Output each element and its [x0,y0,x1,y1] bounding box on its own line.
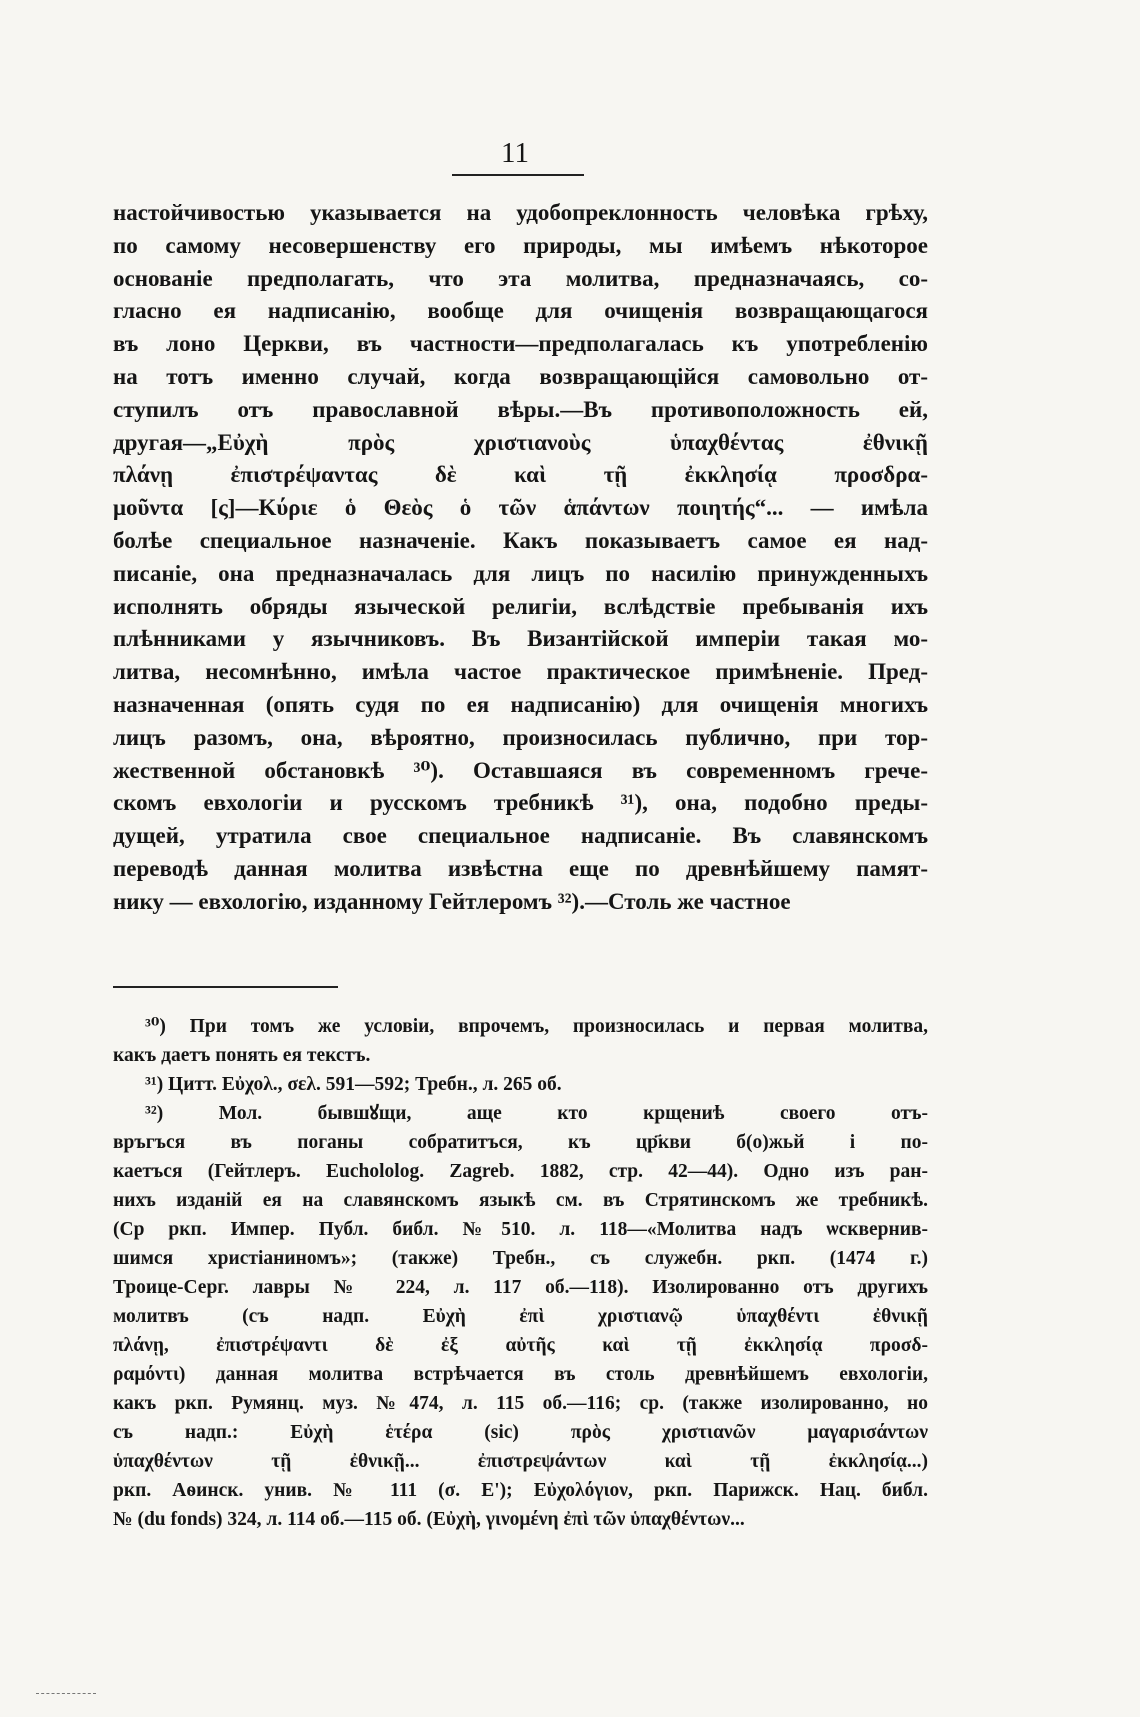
footnote-32-line: шимся христіаниномъ»; (также) Требн., съ служебн. ркп. (1474 г.) [113,1248,928,1269]
footnote-32-line: каетъся (Гейтлеръ. Euchololog. Zagreb. 1882, стр. 42—44). Одно изъ ран- [113,1161,928,1182]
footnote-32-line: Троице-Серг. лавры № 224, л. 117 об.—118). Изолированно отъ другихъ [113,1277,928,1298]
body-line: литва, несомнѣнно, имѣла частое практическое примѣненіе. Пред- [113,659,928,685]
page-number: 11 [501,137,529,169]
footnote-32-line: нихъ изданій ея на славянскомъ языкѣ см. въ Стрятинскомъ же требникѣ. [113,1190,928,1211]
footnotes [113,1012,928,1534]
footnote-30-line: какъ даетъ понять ея текстъ. [113,1045,371,1066]
footnote-31-line: ³¹) Цитт. Εὐχολ., σελ. 591—592; Требн., л. 265 об. [145,1074,562,1095]
body-line: плѣнниками у язычниковъ. Въ Византійской имперіи такая мо- [113,626,928,652]
footnote-32-line: съ надп.: Εὐχὴ ἑτέρα (sic) πρὸς χριστιανῶν μαγαρισάντων [113,1422,928,1443]
body-line: исполнять обряды языческой религіи, вслѣдствіе пребыванія ихъ [113,593,928,619]
body-line: μοῦντα [ς]—Κύριε ὁ Θεὸς ὁ τῶν ἁπάντων ποιητής“... — имѣла [113,495,928,521]
body-line: переводѣ данная молитва извѣстна еще по древнѣйшему памят- [113,855,928,881]
footnote-32-line: ὑπαχθέντων τῇ ἐθνικῇ... ἐπιστρεψάντων καὶ τῇ ἐκκλησίᾳ...) [113,1451,928,1472]
body-line: ступилъ отъ православной вѣры.—Въ противоположность ей, [113,396,928,422]
body-line: дущей, утратила свое специальное надписаніе. Въ славянскомъ [113,823,928,849]
body-text [113,197,928,919]
footnote-32-line: молитвъ (съ надп. Εὐχὴ ἐπὶ χριστιανῷ ὑπαχθέντι ἐθνικῇ [113,1306,928,1327]
body-line: основаніе предполагать, что эта молитва, предназначаясь, со- [113,265,928,291]
body-line: скомъ евхологіи и русскомъ требникѣ ³¹), она, подобно преды- [113,790,928,816]
page-number-rule [452,174,584,176]
footnote-32-line: ³²) Мол. бывшꙋщи, аще кто крщениѣ своего отъ- [145,1103,928,1124]
body-line: πλάνῃ ἐπιστρέψαντας δὲ καὶ τῇ ἐκκλησίᾳ προσδρα- [113,462,928,488]
body-line: нику — евхологію, изданному Гейтлеромъ ³²).—Столь же частное [113,888,791,914]
footnote-30-line: ³⁰) При томъ же условіи, впрочемъ, произносилась и первая молитва, [145,1016,928,1037]
footnote-32-line: връгъся въ поганы собратитъся, къ цр҃кви б(о)жьй і по- [113,1132,928,1153]
body-line: болѣе специальное назначеніе. Какъ показываетъ самое ея над- [113,527,928,553]
body-line: въ лоно Церкви, въ частности—предполагалась къ употребленію [113,331,928,357]
body-line: назначенная (опять судя по ея надписанію) для очищенія многихъ [113,691,928,717]
body-line: другая—„Εὐχὴ πρὸς χριστιανοὺς ὑπαχθέντας ἐθνικῇ [113,429,928,455]
body-line: жественной обстановкѣ ³⁰). Оставшаяся въ современномъ грече- [113,757,928,783]
footnote-32-line: ραμόντι) данная молитва встрѣчается въ столь древнѣйшемъ евхологіи, [113,1364,928,1385]
body-line: на тотъ именно случай, когда возвращающійся самовольно от- [113,363,928,389]
footnote-32-line: какъ ркп. Румянц. муз. №474, л. 115 об.—116; ср. (также изолированно, но [113,1393,928,1414]
body-line: настойчивостью указывается на удобопреклонность человѣка грѣху, [113,200,928,225]
body-line: гласно ея надписанію, вообще для очищенія возвращающагося [113,298,928,324]
footnote-32-line: πλάνῃ, ἐπιστρέψαντι δὲ ἐξ αὐτῆς καὶ τῇ ἐκκλησίᾳ προσδ- [113,1335,928,1356]
scan-artifact-mark [36,1693,96,1694]
footnote-32-line: (Ср ркп. Импер. Публ. библ. №510. л. 118—«Молитва надъ ѡсквернив- [113,1219,928,1240]
footnote-32-line: ркп. Аѳинск. унив. № 111 (σ. Ε'); Εὐχολόγιον, ркп. Парижск. Нац. библ. [113,1480,928,1501]
body-line: по самому несовершенству его природы, мы имѣемъ нѣкоторое [113,232,928,258]
footnote-separator [113,986,338,988]
footnote-32-line: № (du fonds) 324, л. 114 об.—115 об. (Εὐχὴ, γινομένη ἐπὶ τῶν ὑπαχθέντων... [113,1509,745,1530]
body-line: писаніе, она предназначалась для лицъ по насилію принужденныхъ [113,560,928,586]
body-line: лицъ разомъ, она, вѣроятно, произносилась публично, при тор- [113,724,928,750]
